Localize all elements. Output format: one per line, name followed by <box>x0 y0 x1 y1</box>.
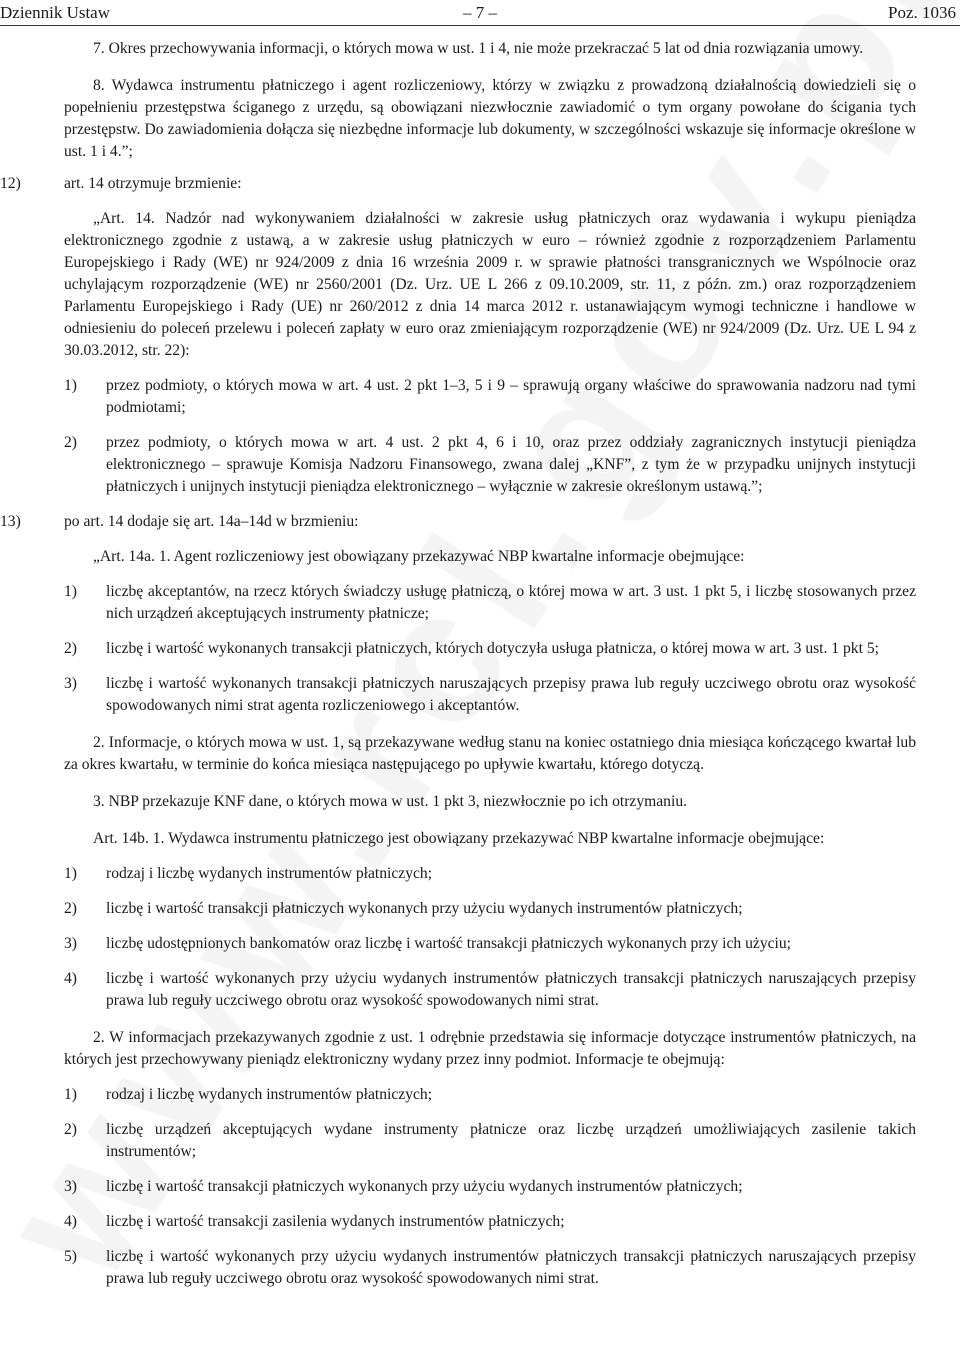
article-14b-ust2-point-5 <box>64 1246 916 1290</box>
point-text: liczbę i wartość wykonanych przy użyciu wydanych instrumentów płatniczych transakcji płatniczych naruszających przepisy prawa lub reguły uczciwego obrotu oraz wysokość spowodowanych nimi strat. <box>106 1248 916 1287</box>
point-text: liczbę i wartość transakcji płatniczych wykonanych przy użyciu wydanych instrumentów płatniczych; <box>106 1178 743 1195</box>
point-text: liczbę i wartość transakcji płatniczych wykonanych przy użyciu wydanych instrumentów płatniczych; <box>106 900 743 917</box>
point-number: 5) <box>64 1248 77 1265</box>
article-14b-intro: Art. 14b. 1. Wydawca instrumentu płatniczego jest obowiązany przekazywać NBP kwartalne informacje obejmujące: <box>93 830 825 847</box>
point-number: 3) <box>64 1178 77 1195</box>
paragraph-ust7: 7. Okres przechowywania informacji, o których mowa w ust. 1 i 4, nie może przekraczać 5 lat od dnia rozwiązania umowy. <box>93 40 864 57</box>
point-number: 1) <box>64 377 77 394</box>
point-text: rodzaj i liczbę wydanych instrumentów płatniczych; <box>106 865 433 882</box>
article-14b-ust2-point-3 <box>64 1176 916 1198</box>
position-number: Poz. 1036 <box>888 3 956 22</box>
article-14b-ust2-point-4 <box>64 1211 916 1233</box>
point-number: 2) <box>64 1121 77 1138</box>
article-14a-intro: „Art. 14a. 1. Agent rozliczeniowy jest obowiązany przekazywać NBP kwartalne informacje obejmujące: <box>93 548 745 565</box>
point-text: po art. 14 dodaje się art. 14a–14d w brzmieniu: <box>64 513 359 530</box>
point-text: liczbę urządzeń akceptujących wydane instrumenty płatnicze oraz liczbę urządzeń umożliwiających zasilenie takich instrumentów; <box>106 1121 916 1160</box>
point-number: 2) <box>64 434 77 451</box>
point-text: art. 14 otrzymuje brzmienie: <box>64 175 242 192</box>
point-number: 4) <box>64 970 77 987</box>
article-14-point-1 <box>64 375 916 419</box>
article-14b-point-1 <box>64 863 916 885</box>
point-number: 1) <box>64 1086 77 1103</box>
point-number: 2) <box>64 900 77 917</box>
article-14a-point-1 <box>64 581 916 625</box>
point-number: 1) <box>64 583 77 600</box>
article-14a-ust3: 3. NBP przekazuje KNF dane, o których mowa w ust. 1 pkt 3, niezwłocznie po ich otrzymaniu. <box>93 793 688 810</box>
article-14-intro: „Art. 14. Nadzór nad wykonywaniem działalności w zakresie usług płatniczych oraz wydawania i wykupu pieniądza elektronicznego zgodnie z ustawą, a w zakresie usług płatniczych w euro – również zgodnie z rozporządzeniem Parlamentu Europejskiego i Rady (WE) nr 924/2009 z dnia 16 września 2009 r. w sprawie płatności transgranicznych we Wspólnocie oraz uchylającym rozporządzenie (WE) nr 2560/2001 (Dz. Urz. UE L 266 z 09.10.2009, str. 11, z późn. zm.) oraz rozporządzeniem Parlamentu Europejskiego i Rady (UE) nr 260/2012 z dnia 14 marca 2012 r. ustanawiającym wymogi techniczne i handlowe w odniesieniu do poleceń przelewu i poleceń zapłaty w euro oraz zmieniającym rozporządzenie (WE) nr 924/2009 (Dz. Urz. UE L 94 z 30.03.2012, str. 22): <box>64 210 916 359</box>
point-number: 1) <box>64 865 77 882</box>
journal-title: Dziennik Ustaw <box>0 3 111 22</box>
point-number: 3) <box>64 935 77 952</box>
article-14a-ust2: 2. Informacje, o których mowa w ust. 1, są przekazywane według stanu na koniec ostatniego dnia miesiąca kończącego kwartał lub za okres kwartału, w terminie do końca miesiąca następującego po upływie kwartału, którego dotyczą. <box>64 734 916 773</box>
amendment-point-13 <box>0 511 916 533</box>
article-14b-point-4 <box>64 968 916 1012</box>
amendment-point-12 <box>0 173 916 195</box>
point-text: liczbę udostępnionych bankomatów oraz liczbę i wartość transakcji płatniczych wykonanych przy ich użyciu; <box>106 935 792 952</box>
point-number: 3) <box>64 675 77 692</box>
article-14-point-2 <box>64 432 916 498</box>
point-text: liczbę i wartość transakcji zasilenia wydanych instrumentów płatniczych; <box>106 1213 565 1230</box>
page-number: – 7 – <box>463 3 497 22</box>
paragraph-ust8: 8. Wydawca instrumentu płatniczego i agent rozliczeniowy, którzy w związku z prowadzoną działalnością dowiedzieli się o popełnieniu przestępstwa ściganego z urzędu, są obowiązani niezwłocznie zawiadomić o tym organy powołane do ścigania tych przestępstw. Do zawiadomienia dołącza się niezbędne informacje lub dokumenty, w szczególności wskazuje się informacje określone w ust. 1 i 4.”; <box>64 77 916 160</box>
point-text: liczbę i wartość wykonanych transakcji płatniczych, których dotyczyła usługa płatnicza, o której mowa w art. 3 ust. 1 pkt 5; <box>106 640 879 657</box>
point-text: liczbę akceptantów, na rzecz których świadczy usługę płatniczą, o której mowa w art. 3 ust. 1 pkt 5, i liczbę stosowanych przez nich urządzeń akceptujących instrumenty płatnicze; <box>106 583 916 622</box>
point-text: przez podmioty, o których mowa w art. 4 ust. 2 pkt 4, 6 i 10, oraz przez oddziały zagranicznych instytucji pieniądza elektronicznego – sprawuje Komisja Nadzoru Finansowego, zwana dalej „KNF”, z tym że w przypadku unijnych instytucji płatniczych i unijnych instytucji pieniądza elektronicznego – wyłącznie w zakresie określonym ustawą.”; <box>106 434 916 495</box>
article-14b-ust2-point-1 <box>64 1084 916 1106</box>
article-14b-point-2 <box>64 898 916 920</box>
point-text: rodzaj i liczbę wydanych instrumentów płatniczych; <box>106 1086 433 1103</box>
point-number: 2) <box>64 640 77 657</box>
point-number: 12) <box>0 175 21 192</box>
point-number: 4) <box>64 1213 77 1230</box>
point-text: przez podmioty, o których mowa w art. 4 ust. 2 pkt 1–3, 5 i 9 – sprawują organy właściwe do sprawowania nadzoru nad tymi podmiotami; <box>106 377 916 416</box>
article-14a-point-2 <box>64 638 916 660</box>
point-number: 13) <box>0 513 21 530</box>
document-body <box>0 38 916 1290</box>
point-text: liczbę i wartość wykonanych transakcji płatniczych naruszających przepisy prawa lub reguły uczciwego obrotu oraz wysokość spowodowanych nimi strat agenta rozliczeniowego i akceptantów. <box>106 675 916 714</box>
article-14b-ust2: 2. W informacjach przekazywanych zgodnie z ust. 1 odrębnie przedstawia się informacje dotyczące instrumentów płatniczych, na których jest przechowywany pieniądz elektroniczny wydany przez inny podmiot. Informacje te obejmują: <box>64 1029 916 1068</box>
article-14b-point-3 <box>64 933 916 955</box>
article-14b-ust2-point-2 <box>64 1119 916 1163</box>
article-14a-point-3 <box>64 673 916 717</box>
point-text: liczbę i wartość wykonanych przy użyciu wydanych instrumentów płatniczych transakcji płatniczych naruszających przepisy prawa lub reguły uczciwego obrotu oraz wysokość spowodowanych nimi strat. <box>106 970 916 1009</box>
